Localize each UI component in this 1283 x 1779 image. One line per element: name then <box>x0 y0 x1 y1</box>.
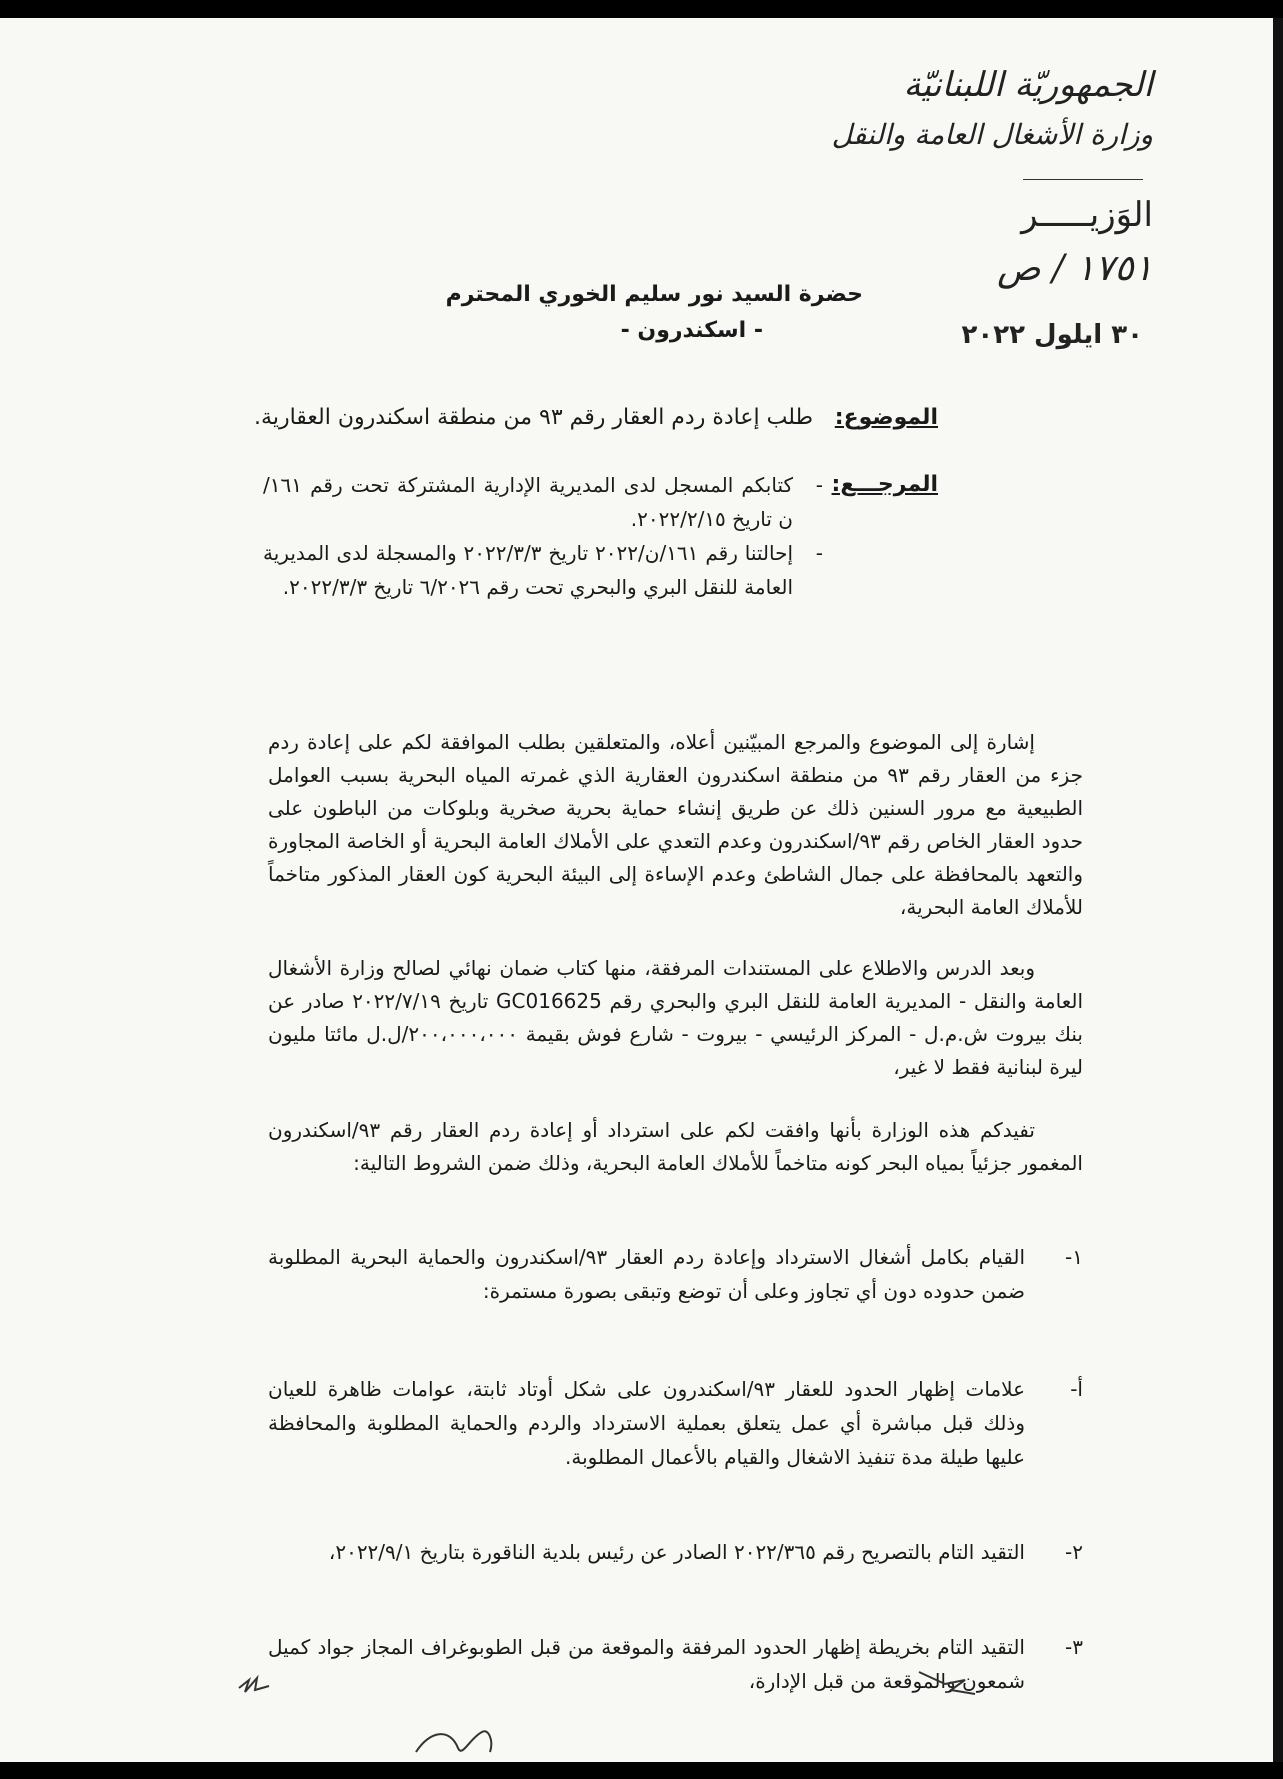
reference-item <box>263 468 823 536</box>
reference-item <box>263 536 823 604</box>
body-paragraph-2: وبعد الدرس والاطلاع على المستندات المرفقة، منها كتاب ضمان نهائي لصالح وزارة الأشغال العامة والنقل - المديرية العامة للنقل البري والبحري رقم GC016625 تاريخ ٢٠٢٢/٧/١٩ صادر عن بنك بيروت ش.م.ل - المركز الرئيسي - بيروت - شارع فوش بقيمة ٢٠٠،٠٠٠،٠٠٠/ل.ل مائتا مليون ليرة لبنانية فقط لا غير، <box>268 956 1084 1079</box>
condition-text: علامات إظهار الحدود للعقار ٩٣/اسكندرون على شكل أوتاد ثابتة، عوامات ظاهرة للعيان وذلك قبل مباشرة أي عمل يتعلق بعملية الاسترداد والردم والحماية المطلوبة والمحافظة عليها طيلة مدة تنفيذ الاشغال والقيام بالأعمال المطلوبة. <box>268 1377 1026 1469</box>
addressee-name: حضرة السيد نور سليم الخوري المحترم <box>445 282 863 307</box>
condition-item-1 <box>268 1240 1083 1308</box>
condition-item-2 <box>268 1535 1083 1569</box>
subject-text: طلب إعادة ردم العقار رقم ٩٣ من منطقة اسكندرون العقارية. <box>254 405 813 430</box>
condition-text: التقيد التام بخريطة إظهار الحدود المرفقة والموقعة من قبل الطوبوغراف المجاز جواد كميل شمعون والموقعة من قبل الإدارة، <box>268 1635 1025 1693</box>
body-paragraph-1: إشارة إلى الموضوع والمرجع المبيّنين أعلاه، والمتعلقين بطلب الموافقة لكم على إعادة ردم جزء من العقار رقم ٩٣ من منطقة اسكندرون العقارية الذي غمرته المياه البحرية بسبب العوامل الطبيعية مع مرور السنين ذلك عن طريق إنشاء حماية بحرية صخرية وبلوكات من الباطون على حدود العقار الخاص رقم ٩٣/اسكندرون وعدم التعدي على الأملاك العامة البحرية أو الخاصة المجاورة والتعهد بالمحافظة على جمال الشاطئ وعدم الإساءة إلى البيئة البحرية كون العقار المذكور متاخماً للأملاك العامة البحرية، <box>268 730 1084 919</box>
reference-label: المرجـــع: <box>831 472 938 497</box>
document-date: ٣٠ ايلول ٢٠٢٢ <box>961 320 1143 350</box>
handwritten-reference-number: ١٧٥١ / ص <box>997 248 1153 289</box>
page-edge <box>1273 18 1283 1762</box>
handwritten-signature <box>410 1718 500 1762</box>
letterhead-ministry: وزارة الأشغال العامة والنقل <box>831 118 1153 151</box>
handwritten-initials <box>915 1660 985 1700</box>
letterhead-minister: الوَزيـــــر <box>1021 195 1153 235</box>
condition-number: ٢- <box>1065 1540 1083 1564</box>
condition-item-a <box>268 1372 1083 1474</box>
condition-number: أ- <box>1070 1377 1083 1401</box>
top-black-border <box>0 0 1283 18</box>
reference-item-text: كتابكم المسجل لدى المديرية الإدارية المشتركة تحت رقم ١٦١/ن تاريخ ٢٠٢٢/٢/١٥. <box>263 473 793 531</box>
condition-number: ٣- <box>1065 1635 1083 1659</box>
condition-number: ١- <box>1065 1245 1083 1269</box>
condition-text: التقيد التام بالتصريح رقم ٢٠٢٢/٣٦٥ الصادر عن رئيس بلدية الناقورة بتاريخ ٢٠٢٢/٩/١، <box>328 1540 1025 1564</box>
condition-text: القيام بكامل أشغال الاسترداد وإعادة ردم العقار ٩٣/اسكندرون والحماية البحرية المطلوبة ضمن حدوده دون أي تجاوز وعلى أن توضع وتبقى بصورة مستمرة: <box>268 1245 1026 1303</box>
body-paragraph-3: تفيدكم هذه الوزارة بأنها وافقت لكم على استرداد أو إعادة ردم العقار رقم ٩٣/اسكندرون المغمور جزئياً بمياه البحر كونه متاخماً للأملاك العامة البحرية، وذلك ضمن الشروط التالية: <box>268 1118 1083 1175</box>
bullet-dash: - <box>815 473 823 497</box>
bottom-black-border <box>0 1762 1283 1779</box>
subject-label: الموضوع: <box>834 405 938 430</box>
handwritten-initials <box>235 1660 275 1700</box>
bullet-dash: - <box>815 541 823 565</box>
reference-item-text: إحالتنا رقم ١٦١/ن/٢٠٢٢ تاريخ ٢٠٢٢/٣/٣ والمسجلة لدى المديرية العامة للنقل البري والبحري تحت رقم ٦/٢٠٢٦ تاريخ ٢٠٢٢/٣/٣. <box>263 541 794 599</box>
reference-list <box>263 468 823 604</box>
letterhead-divider <box>1023 179 1143 180</box>
addressee-location: - اسكندرون - <box>620 318 763 343</box>
letterhead-republic: الجمهوريّة اللبنانيّة <box>903 65 1153 105</box>
